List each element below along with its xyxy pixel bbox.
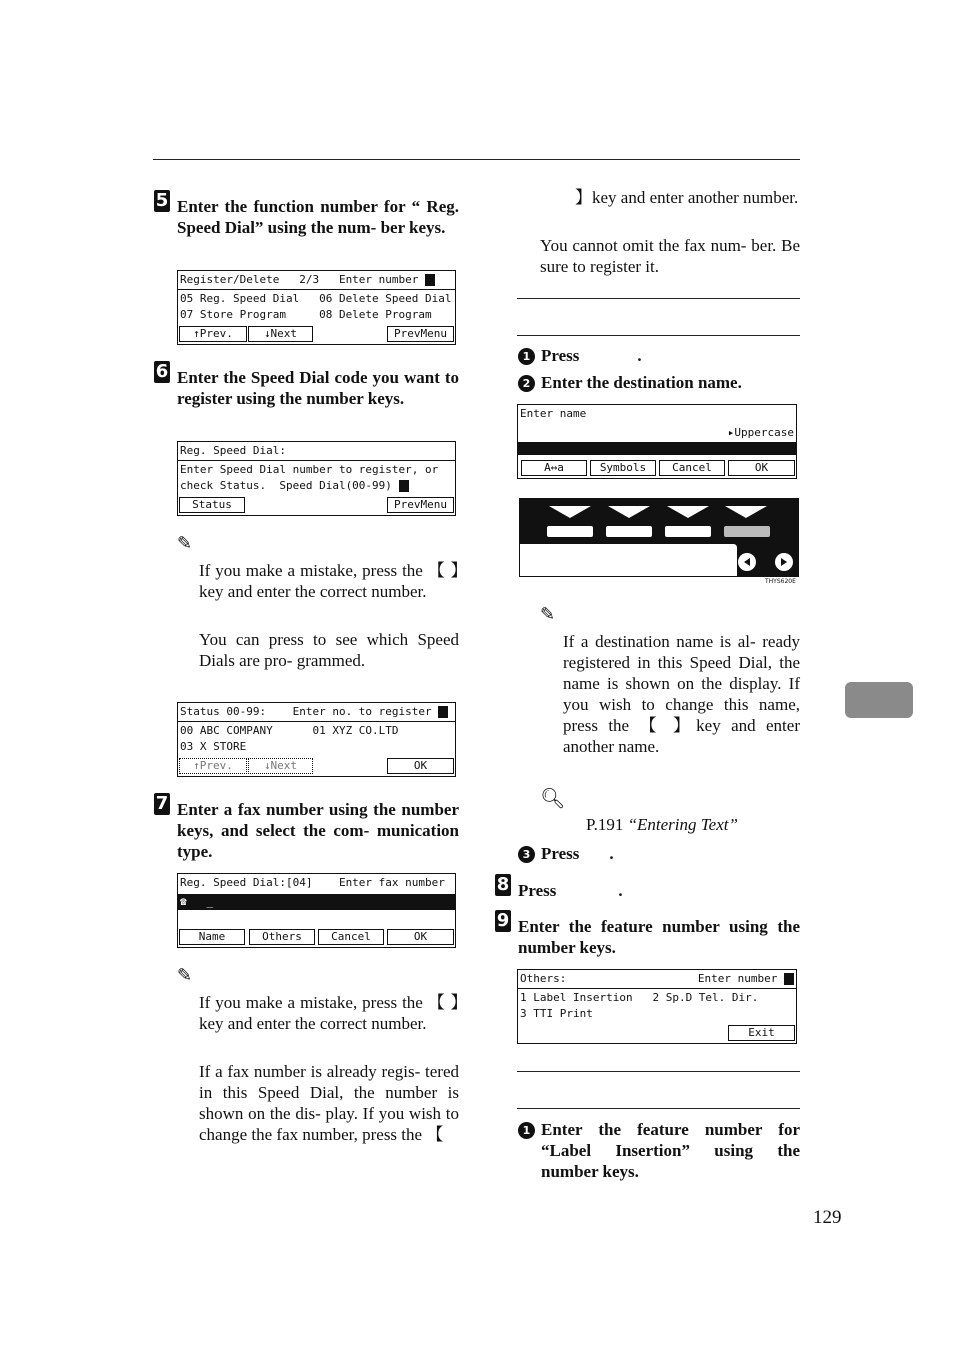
substep-1-bullet: 1 xyxy=(518,348,535,365)
lcd-name-input-line[interactable] xyxy=(518,442,796,455)
step-8-text: Press . xyxy=(518,881,623,900)
exit-button[interactable]: Exit xyxy=(728,1025,795,1041)
lcd-title-line: Status 00-99: Enter no. to register xyxy=(178,704,455,720)
continuation-text: 】key and enter another number. xyxy=(575,188,799,207)
lcd-line-2: 07 Store Program 08 Delete Program xyxy=(180,308,432,321)
step-8-number: 8 xyxy=(496,874,510,895)
lcd-enter-fax-number xyxy=(177,873,456,948)
status-button[interactable]: Status xyxy=(179,497,245,513)
note-pencil-icon: ✎ xyxy=(540,604,556,625)
final-substep-text: Enter the feature number for “Label Insertion” using the number keys. xyxy=(541,1120,800,1181)
note-registered-text: If a fax number is already regis- tered in this Speed Dial, the number is shown on the dis- play. If you wish to change the fax number, press the 【 xyxy=(199,1062,459,1144)
control-panel-illustration xyxy=(519,498,799,578)
prevmenu-button[interactable]: PrevMenu xyxy=(387,326,454,342)
section-rule xyxy=(517,1071,800,1072)
lcd-title-line: Enter name xyxy=(520,407,587,420)
lcd-status-list xyxy=(177,702,456,777)
lcd-title-line: Register/Delete 2/3 Enter number xyxy=(178,272,455,288)
section-rule xyxy=(517,298,800,299)
note-status-text: You can press to see which Speed Dials are pro- grammed. xyxy=(199,630,459,670)
lcd-title-line: Reg. Speed Dial: xyxy=(180,444,286,457)
lcd-others-menu xyxy=(517,969,797,1044)
chapter-tab xyxy=(845,682,913,718)
ok-button[interactable]: OK xyxy=(728,460,795,476)
next-button[interactable]: ↓Next xyxy=(248,326,313,342)
lcd-line-1: 05 Reg. Speed Dial 06 Delete Speed Dial xyxy=(180,292,452,305)
header-rule xyxy=(153,159,800,160)
next-button[interactable]: ↓Next xyxy=(248,758,313,774)
panel-code-label: THYS620E xyxy=(765,578,796,585)
lcd-title-line: Others: Enter number xyxy=(518,971,796,987)
case-toggle-button[interactable]: A↔a xyxy=(521,460,587,476)
step-5-number: 5 xyxy=(155,190,169,211)
cancel-button[interactable]: Cancel xyxy=(659,460,725,476)
lcd-line-1: 1 Label Insertion 2 Sp.D Tel. Dir. xyxy=(520,991,759,1004)
cancel-button[interactable]: Cancel xyxy=(318,929,384,945)
lcd-title-line: Reg. Speed Dial:[04] Enter fax number xyxy=(180,876,445,889)
prev-button[interactable]: ↑Prev. xyxy=(179,326,247,342)
lcd-line-2: check Status. Speed Dial(00-99) xyxy=(178,478,455,494)
lcd-line-1: Enter Speed Dial number to register, or xyxy=(180,463,439,476)
page-number: 129 xyxy=(813,1207,842,1228)
section-rule xyxy=(517,1108,800,1109)
step-9-instruction: Enter the feature number using the number keys. xyxy=(518,917,800,957)
step-9-number: 9 xyxy=(496,910,510,931)
lcd-line-2: 03 X STORE xyxy=(180,740,247,753)
note-pencil-icon: ✎ xyxy=(177,965,193,986)
cannot-omit-text: You cannot omit the fax num- ber. Be sure to register it. xyxy=(540,236,800,276)
note-mistake-text: If you make a mistake, press the 【 】key and enter the correct number. xyxy=(199,561,459,601)
note-pencil-icon: ✎ xyxy=(177,533,193,554)
step-5-instruction: Enter the function number for “ Reg. Speed Dial” using the num- ber keys. xyxy=(177,197,459,237)
step-7-number: 7 xyxy=(155,793,169,814)
lcd-line-2: 3 TTI Print xyxy=(520,1007,593,1020)
ok-button[interactable]: OK xyxy=(387,929,454,945)
substep-2-text: Enter the destination name. xyxy=(541,373,742,392)
others-button[interactable]: Others xyxy=(249,929,315,945)
lcd-line-1: 00 ABC COMPANY 01 XYZ CO.LTD xyxy=(180,724,399,737)
substep-2-bullet: 2 xyxy=(518,375,535,392)
symbols-button[interactable]: Symbols xyxy=(590,460,656,476)
section-rule xyxy=(517,335,800,336)
lcd-enter-name xyxy=(517,404,797,479)
step-7-instruction: Enter a fax number using the number keys, and select the com- munication type. xyxy=(177,800,459,861)
lcd-indicator: ▸Uppercase xyxy=(727,426,794,439)
step-6-instruction: Enter the Speed Dial code you want to register using the number keys. xyxy=(177,368,459,408)
substep-3-bullet: 3 xyxy=(518,846,535,863)
reference-text: P.191 “Entering Text” xyxy=(586,815,738,834)
lcd-fax-input-line[interactable]: ☎ _ xyxy=(178,894,455,910)
step-6-number: 6 xyxy=(155,361,169,382)
prev-button[interactable]: ↑Prev. xyxy=(179,758,247,774)
name-button[interactable]: Name xyxy=(179,929,245,945)
final-substep-bullet: 1 xyxy=(518,1122,535,1139)
prevmenu-button[interactable]: PrevMenu xyxy=(387,497,454,513)
lcd-reg-speed-dial xyxy=(177,441,456,516)
reference-magnifier-icon: 🔍︎ xyxy=(540,786,566,810)
ok-button[interactable]: OK xyxy=(387,758,454,774)
lcd-register-delete xyxy=(177,270,456,345)
note-mistake-text: If you make a mistake, press the 【 】key and enter the correct number. xyxy=(199,993,459,1033)
substep-3-text: Press . xyxy=(541,844,614,863)
note-destination-text: If a destination name is al- ready registered in this Speed Dial, the name is shown on the display. If you wish to change this name, press the 【 】key and enter another name. xyxy=(563,632,800,756)
substep-1-text: Press . xyxy=(541,346,642,365)
